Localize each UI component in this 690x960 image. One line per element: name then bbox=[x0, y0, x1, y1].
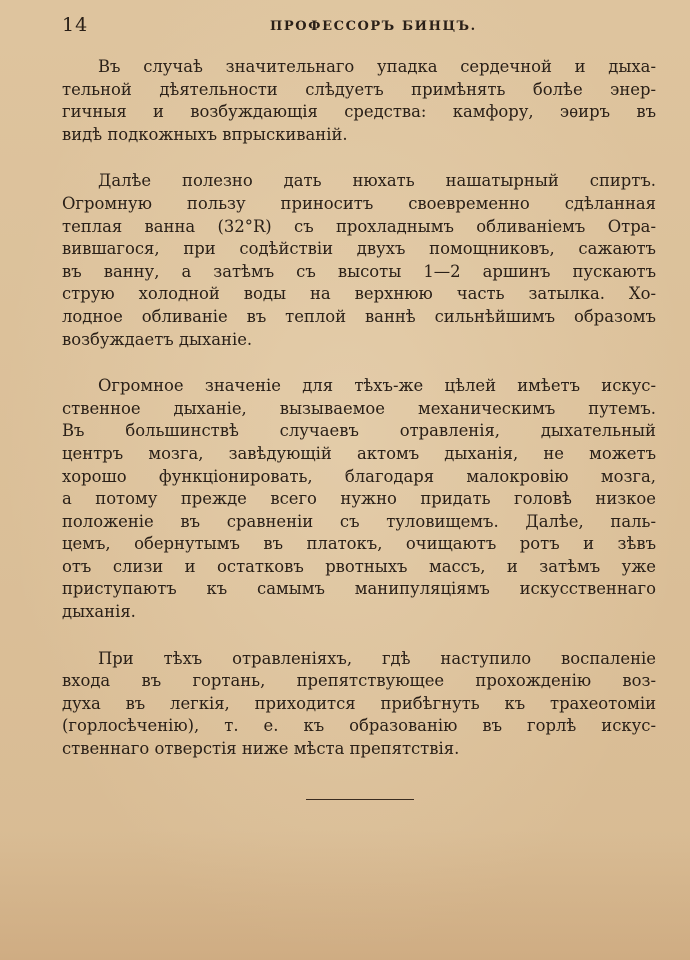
text-line: Далѣе полезно дать нюхать нашатырный спиртъ. bbox=[98, 171, 656, 191]
text-line: центръ мозга, завѣдующій актомъ дыханія, не можетъ bbox=[62, 443, 656, 463]
paragraph-4 bbox=[62, 648, 656, 761]
paragraph-1 bbox=[62, 56, 656, 146]
text-line: въ ванну, а затѣмъ съ высоты 1—2 аршинъ пускаютъ bbox=[62, 261, 656, 281]
text-line: При тѣхъ отравленіяхъ, гдѣ наступило воспаленіе bbox=[98, 648, 656, 668]
text-line: гичныя и возбуждающія средства: камфору, эѳиръ въ bbox=[62, 102, 656, 122]
page-number: 14 bbox=[62, 14, 89, 36]
text-line: входа въ гортань, препятствующее прохожденію воз- bbox=[62, 671, 656, 691]
text-line: духа въ легкія, приходится прибѣгнуть къ трахеотоміи bbox=[62, 693, 656, 713]
text-line: дыханія. bbox=[62, 602, 136, 622]
section-end-rule bbox=[306, 799, 414, 800]
text-line: видѣ подкожныхъ впрыскиваній. bbox=[62, 124, 348, 144]
text-line: цемъ, обернутымъ въ платокъ, очищаютъ ротъ и зѣвъ bbox=[62, 534, 656, 554]
text-line: Огромную пользу приноситъ своевременно сдѣланная bbox=[62, 193, 656, 213]
text-line: тельной дѣятельности слѣдуетъ примѣнять болѣе энер- bbox=[62, 79, 656, 99]
text-line: (горлосѣченію), т. е. къ образованію въ горлѣ искус- bbox=[62, 716, 656, 736]
text-line: Въ случаѣ значительнаго упадка сердечной и дыха- bbox=[98, 57, 656, 76]
text-line: приступаютъ къ самымъ манипуляціямъ искусственнаго bbox=[62, 579, 656, 599]
text-line: возбуждаетъ дыханіе. bbox=[62, 329, 253, 349]
text-line: хорошо функціонировать, благодаря малокровію мозга, bbox=[62, 466, 656, 486]
running-head: ПРОФЕССОРЪ БИНЦЪ. bbox=[270, 19, 477, 34]
text-line: положеніе въ сравненіи съ туловищемъ. Далѣе, паль- bbox=[62, 511, 656, 531]
text-line: а потому прежде всего нужно придать головѣ низкое bbox=[62, 489, 656, 509]
text-line: вившагося, при содѣйствіи двухъ помощниковъ, сажаютъ bbox=[62, 239, 656, 259]
text-line: Огромное значеніе для тѣхъ-же цѣлей имѣетъ искус- bbox=[98, 376, 656, 396]
text-line: отъ слизи и остатковъ рвотныхъ массъ, и затѣмъ уже bbox=[62, 556, 656, 576]
paragraph-3 bbox=[62, 375, 656, 624]
text-line: Въ большинствѣ случаевъ отравленія, дыхательный bbox=[62, 421, 656, 441]
body-text bbox=[62, 56, 656, 785]
text-line: ственное дыханіе, вызываемое механическимъ путемъ. bbox=[62, 398, 656, 418]
text-line: лодное обливаніе въ теплой ваннѣ сильнѣйшимъ образомъ bbox=[62, 306, 656, 326]
paragraph-2 bbox=[62, 170, 656, 351]
text-line: ственнаго отверстія ниже мѣста препятствія. bbox=[62, 739, 460, 759]
text-line: струю холодной воды на верхнюю часть затылка. Хо- bbox=[62, 284, 656, 304]
page-header bbox=[62, 14, 656, 38]
text-line: теплая ванна (32°R) съ прохладнымъ обливаніемъ Отра- bbox=[62, 216, 656, 236]
